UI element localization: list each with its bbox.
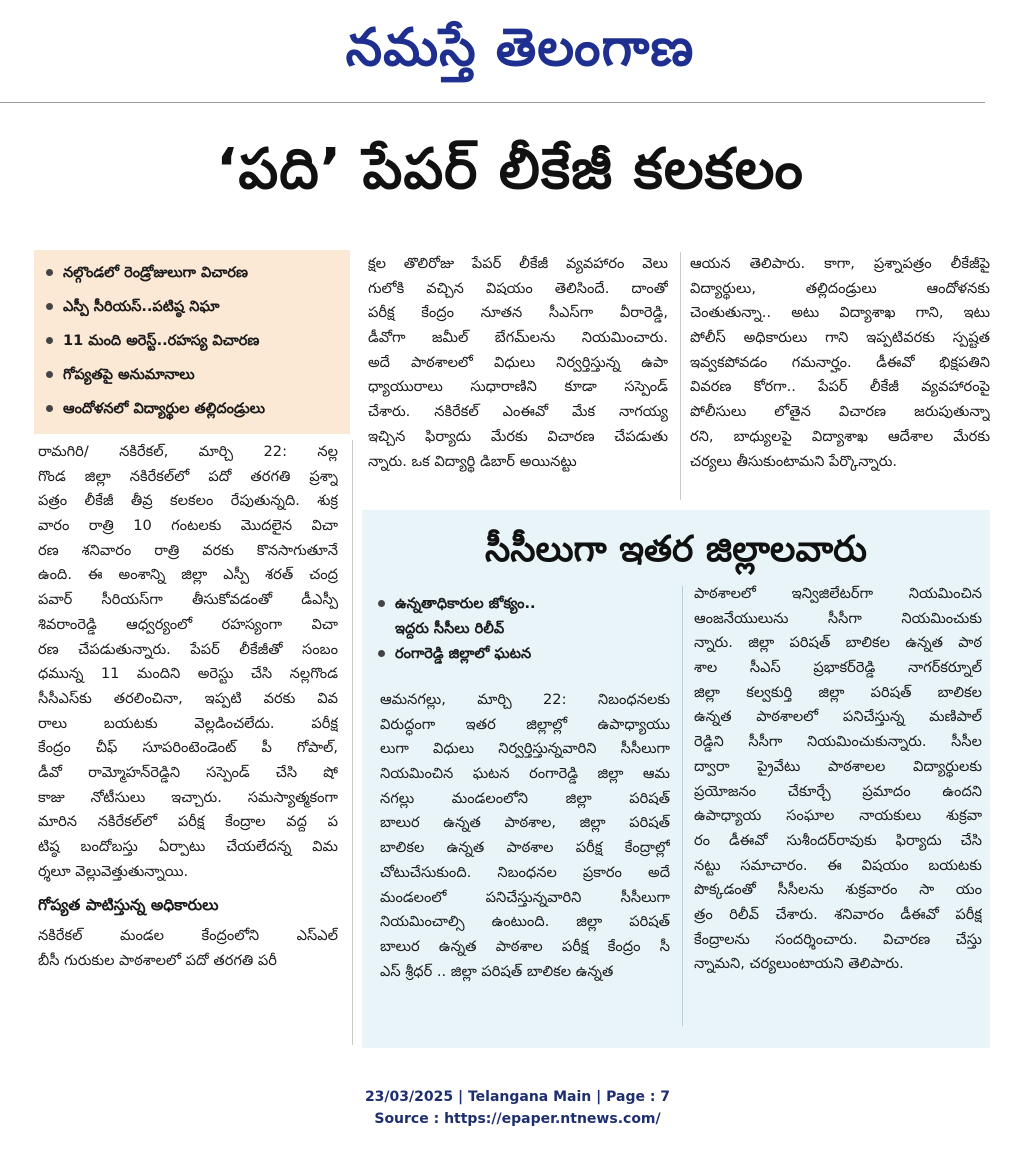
text-line: న్నామని, చర్యలుంటాయని తెలిపారు. [694,955,904,973]
masthead-divider [0,102,985,103]
sub-heading: గోప్యత పాటిస్తున్న అధికారులు [38,896,219,915]
text-line: టిష్ఠ బందోబస్తు ఏర్పాటు చేయలేదన్న విమ [38,838,338,855]
text-line: శాల సీఎస్ ప్రభాకర్‌రెడ్డి నాగర్‌కర్నూల్ [694,659,982,677]
text-line: పోలీసులు లోతైన విచారణ జరుపుతున్నా [690,403,990,421]
text-line: పొక్కడంతో సీసీలను శుక్రవారం సా యం [694,881,982,899]
text-line: రం డీఈవో సుశీందర్‌రావుకు ఫిర్యాదు చేసి [694,831,982,849]
text-line: చెంతుతున్నా.. అటు విద్యాశాఖ గాని, ఇటు [690,304,990,322]
highlights-box [34,250,350,434]
text-line: ఉపాధ్యాయ సంఘాల నాయకులు శుక్రవా [694,807,982,825]
text-line: చోటుచేసుకుంది. నిబంధనల ప్రకారం అదే [380,863,670,881]
text-line: బాలుర ఉన్నత పాఠశాల, జిల్లా పరిషత్ [380,814,670,832]
page-footer [0,1086,1035,1130]
article-headline: ‘పది’ పేపర్ లీకేజీ కలకలం [216,137,804,202]
text-line: ఉంది. ఈ అంశాన్ని జిల్లా ఎస్పీ శరత్ చంద్ర [38,566,338,584]
bullet-icon [46,371,53,378]
text-line: త్రం రిలీవ్ చేశారు. శనివారం డీఈవో పరీక్ష [694,905,982,923]
text-line: లుగా విధులు నిర్వర్తిస్తున్నవారిని సీసీలుగా [380,740,670,758]
text-line: పవార్ సీరియస్‌గా తీసుకోవడంతో డీఎస్పీ [38,591,338,609]
text-line: మండలంలో పనిచేస్తున్నవారిని సీసీలుగా [380,888,670,906]
bullet-icon [378,650,385,657]
text-line: గులోకి వచ్చిన విషయం తెలిసిందే. దాంతో [368,279,668,297]
text-line: బాలికల ఉన్నత పాఠశాల పరీక్ష కేంద్రాల్లో [380,839,670,857]
text-line: ధమున్న 11 మందిని అరెస్టు చేసి నల్లగొండ [38,665,338,683]
related-story-column-1 [380,688,670,984]
newspaper-masthead: నమస్తే తెలంగాణ [345,17,695,78]
text-line: కేంద్రం చీఫ్ సూపరింటెండెంట్ పీ గోపాల్, [38,739,338,757]
article-column-3 [690,252,990,474]
text-line: న్నారు. జిల్లా పరిషత్ బాలికల ఉన్నత పాఠ [694,634,982,652]
highlight-item: ఇద్దరు సీసీలు రిలీవ్ [395,621,505,637]
bullet-icon [46,303,53,310]
highlight-item: ఆందోళనలో విద్యార్థుల తల్లిదండ్రులు [44,392,340,426]
text-line: ఉన్నత పాఠశాలలో పనిచేస్తున్న మణిపాల్ [694,708,982,726]
text-line: రామగిరి/ నకిరేకల్, మార్చి 22: నల్ల [38,443,338,460]
text-line: వివరణ కోరగా.. పేపర్ లీకేజీ వ్యవహారంపై [690,378,990,396]
text-line: ఇవ్వకపోవడం గమనార్హం. డీఈవో భిక్షపతిని [690,353,990,371]
highlight-item: గోప్యతపై అనుమానాలు [44,358,340,392]
text-line: నియమించాల్సి ఉంటుంది. జిల్లా పరిషత్ [380,913,670,931]
text-line: ఎస్ శ్రీధర్ .. జిల్లా పరిషత్ బాలికల ఉన్నత [380,962,614,980]
text-line: రెడ్డిని సీసీగా నియమించుకున్నారు. సీసీల [694,733,982,751]
highlight-item: ఎస్పీ సీరియస్..పటిష్ఠ నిఘా [44,290,340,324]
text-line: డీవో రామ్మోహన్‌రెడ్డిని సస్పెండ్ చేసి షో [38,763,338,781]
text-line: రణ చేపడుతున్నారు. పేపర్ లీకేజీతో సంబం [38,640,338,658]
text-line: ప్రయోజనం చేకూర్చే ప్రమాదం ఉందని [694,782,982,800]
text-line: బీసీ గురుకుల పాఠశాలలో పదో తరగతి పరీ [38,952,277,970]
text-line: ర్శలూ వెల్లువెత్తుతున్నాయి. [38,862,189,880]
text-line: ఇచ్చిన ఫిర్యాదు మేరకు విచారణ చేపడుతు [368,427,668,445]
column-divider [352,440,353,1045]
source-link[interactable]: Source : https://epaper.ntnews.com/ [374,1111,661,1127]
text-line: డీవోగా జమీల్ బేగమ్‌లను నియమించారు. [368,329,668,347]
article-column-1 [38,440,338,974]
text-line: న్నారు. ఒక విద్యార్థి డిబార్ అయినట్టు [368,452,577,470]
text-line: ద్వారా ప్రైవేటు పాఠశాలల విద్యార్థులకు [694,757,982,775]
column-divider [680,252,681,500]
text-line: ఆయన తెలిపారు. కాగా, ప్రశ్నాపత్రం లీకేజీపై [690,255,990,272]
text-line: పత్రం లీకేజీ తీవ్ర కలకలం రేపుతున్నది. శుక్ర [38,492,338,510]
related-story-highlights [376,592,676,667]
bullet-icon [46,337,53,344]
article-column-2 [368,252,668,474]
text-line: మారిన నకిరేకల్‌లో పరీక్ష కేంద్రాల వద్ద ప [38,813,338,831]
highlight-item: ఉన్నతాధికారుల జోక్యం.. [376,592,676,617]
text-line: రని, బాధ్యులపై విద్యాశాఖ ఆదేశాల మేరకు [690,427,990,445]
text-line: చర్యలు తీసుకుంటామని పేర్కొన్నారు. [690,452,898,470]
text-line: శివరాంరెడ్డి ఆధ్వర్యంలో రహస్యంగా విచా [38,615,338,633]
related-story-title: సీసీలుగా ఇతర జిల్లాలవారు [485,529,867,570]
text-line: బాలుర ఉన్నత పాఠశాల పరీక్ష కేంద్రం సీ [380,937,670,955]
related-story-column-2 [694,582,982,977]
text-line: అదే పాఠశాలలో విధులు నిర్వర్తిస్తున్న ఉపా [368,353,668,371]
highlight-item: నల్గొండలో రెండ్రోజులుగా విచారణ [44,256,340,290]
text-line: విద్యార్థులు, తల్లిదండ్రులు ఆందోళనకు [690,279,990,297]
highlight-item: రంగారెడ్డి జిల్లాలో ఘటన [376,642,676,667]
text-line: పాఠశాలలో ఇన్విజిలేటర్‌గా నియమించిన [694,585,982,602]
text-line: రణ శనివారం రాత్రి వరకు కొనసాగుతూనే [38,541,338,559]
highlight-item: 11 మంది అరెస్ట్..రహస్య విచారణ [44,324,340,358]
text-line: ఆమనగల్లు, మార్చి 22: నిబంధనలకు [380,691,670,708]
text-line: జిల్లా కల్వకుర్తి జిల్లా పరిషత్ బాలికల [694,683,982,701]
text-line: కాజు నోటీసులు ఇచ్చారు. సమస్యాత్మకంగా [38,788,338,806]
column-divider [682,586,683,1026]
text-line: చేశారు. నకిరేకల్ ఎంఈవో మేక నాగయ్య [368,403,668,421]
text-line: గొండ జిల్లా నకిరేకల్‌లో పదో తరగతి ప్రశ్నా [38,467,338,485]
bullet-icon [46,405,53,412]
text-line: విరుద్ధంగా ఇతర జిల్లాల్లో ఉపాధ్యాయు [380,715,670,733]
edition-info: 23/03/2025 | Telangana Main | Page : 7 [364,1089,671,1105]
text-line: సీసీఎస్‌కు తరలించినా, ఇప్పటి వరకు వివ [38,689,338,707]
text-line: నకిరేకల్ మండల కేంద్రంలోని ఎస్ఎల్ [38,927,338,945]
text-line: కేంద్రాలను సందర్శించారు. విచారణ చేస్తు [694,930,982,948]
bullet-icon [46,269,53,276]
text-line: ధ్యాయురాలు సుధారాణిని కూడా సస్పెండ్ [368,378,668,396]
text-line: నియమించిన ఘటన రంగారెడ్డి జిల్లా ఆమ [380,765,670,783]
text-line: నట్టు సమాచారం. ఈ విషయం బయటకు [694,856,982,874]
text-line: వారం రాత్రి 10 గంటలకు మొదలైన విచా [38,517,338,535]
text-line: రాలు బయటకు వెల్లడించలేదు. పరీక్ష [38,714,338,732]
text-line: ఆంజనేయులును సీసీగా నియమించుకు [694,609,982,627]
text-line: క్షల తొలిరోజు పేపర్ లీకేజీ వ్యవహారం వెలు [368,255,668,272]
text-line: నగల్లు మండలంలోని జిల్లా పరిషత్ [380,789,670,807]
bullet-icon [378,600,385,607]
text-line: పోలీస్ అధికారులు గాని ఇప్పటివరకు స్పష్టత [690,329,990,347]
text-line: పరీక్ష కేంద్రం నూతన సీఎస్‌గా వీరారెడ్డి, [368,304,668,322]
